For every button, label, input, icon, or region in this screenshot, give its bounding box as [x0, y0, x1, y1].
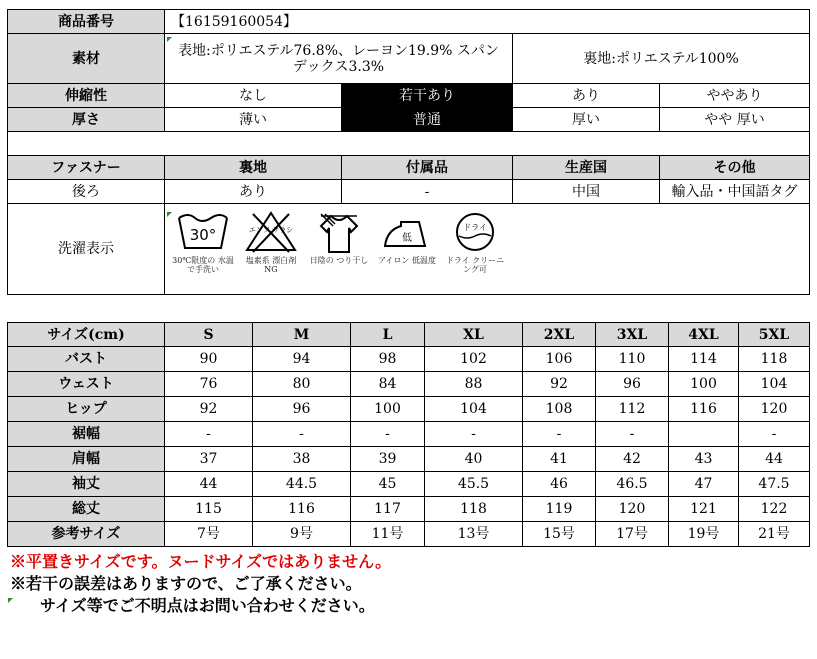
spec-header: 付属品 — [342, 156, 513, 180]
iron-level: 低 — [402, 233, 412, 244]
material-lining: 裏地:ポリエステル100% — [513, 34, 810, 84]
spec-header: ファスナー — [8, 156, 165, 180]
size-cell: 38 — [253, 447, 351, 472]
size-cell: - — [425, 422, 523, 447]
spacer-row — [8, 132, 810, 156]
size-cell: 88 — [425, 372, 523, 397]
care-caption: 日陰の つり干し — [309, 256, 369, 265]
size-cell: 106 — [523, 347, 596, 372]
size-cell: 41 — [523, 447, 596, 472]
size-cell: 39 — [351, 447, 425, 472]
size-row-label: 参考サイズ — [8, 522, 165, 547]
size-row-label: ウェスト — [8, 372, 165, 397]
size-header: 4XL — [669, 323, 739, 347]
size-header: XL — [425, 323, 523, 347]
size-cell: 7号 — [165, 522, 253, 547]
stretch-option: ややあり — [660, 84, 810, 108]
size-cell: 84 — [351, 372, 425, 397]
size-cell: 19号 — [669, 522, 739, 547]
size-cell: 118 — [739, 347, 810, 372]
size-cell: - — [351, 422, 425, 447]
shade-dry-icon — [311, 210, 367, 254]
size-cell: 17号 — [596, 522, 669, 547]
size-cell: 46.5 — [596, 472, 669, 497]
size-cell: - — [253, 422, 351, 447]
corner-mark — [167, 37, 172, 42]
size-cell: 45 — [351, 472, 425, 497]
size-cell: 116 — [253, 497, 351, 522]
size-cell: 44 — [165, 472, 253, 497]
corner-mark — [167, 212, 172, 217]
size-cell: 104 — [425, 397, 523, 422]
size-cell: 100 — [351, 397, 425, 422]
size-row — [8, 497, 810, 522]
size-cell: 76 — [165, 372, 253, 397]
size-header: L — [351, 323, 425, 347]
size-row — [8, 372, 810, 397]
size-header: 5XL — [739, 323, 810, 347]
size-cell: 80 — [253, 372, 351, 397]
size-cell: 92 — [523, 372, 596, 397]
size-header-row — [8, 323, 810, 347]
size-header-label: サイズ(cm) — [8, 323, 165, 347]
thickness-option: やや 厚い — [660, 108, 810, 132]
no-bleach-icon — [243, 210, 299, 254]
size-cell: 46 — [523, 472, 596, 497]
care-item — [171, 210, 235, 274]
thickness-row — [8, 108, 810, 132]
size-cell: 100 — [669, 372, 739, 397]
size-cell: 104 — [739, 372, 810, 397]
size-header: M — [253, 323, 351, 347]
spec-value: 後ろ — [8, 180, 165, 204]
corner-mark — [8, 598, 13, 603]
size-cell: 98 — [351, 347, 425, 372]
thickness-option: 薄い — [165, 108, 342, 132]
washing-icons-cell — [165, 204, 810, 295]
size-cell: 44.5 — [253, 472, 351, 497]
size-cell: 43 — [669, 447, 739, 472]
size-cell: 117 — [351, 497, 425, 522]
size-cell: 121 — [669, 497, 739, 522]
washing-label: 洗濯表示 — [8, 204, 165, 295]
size-cell: 37 — [165, 447, 253, 472]
size-cell: 119 — [523, 497, 596, 522]
size-cell: - — [596, 422, 669, 447]
size-cell: 120 — [596, 497, 669, 522]
size-cell: 115 — [165, 497, 253, 522]
size-cell: - — [165, 422, 253, 447]
spec-header-row — [8, 156, 810, 180]
product-info-table — [7, 9, 810, 295]
spec-value: - — [342, 180, 513, 204]
size-cell: 122 — [739, 497, 810, 522]
care-caption: アイロン 低温度 — [378, 256, 436, 265]
notes — [10, 551, 391, 617]
note-line: ※若干の誤差はありますので、ご了承ください。 — [10, 574, 362, 593]
wash-30-icon — [175, 210, 231, 254]
iron-low-icon — [379, 210, 435, 254]
size-cell: 108 — [523, 397, 596, 422]
stretch-option-selected: 若干あり — [342, 84, 513, 108]
size-row-label: 肩幅 — [8, 447, 165, 472]
size-row — [8, 472, 810, 497]
size-row — [8, 422, 810, 447]
size-cell: 112 — [596, 397, 669, 422]
spec-value: あり — [165, 180, 342, 204]
care-caption: 塩素系 漂白剤 NG — [245, 256, 297, 274]
care-item — [443, 210, 507, 274]
size-cell: 92 — [165, 397, 253, 422]
care-item — [307, 210, 371, 265]
size-cell: 96 — [596, 372, 669, 397]
product-number-label: 商品番号 — [8, 10, 165, 34]
size-row — [8, 347, 810, 372]
note-line: サイズ等でご不明点はお問い合わせください。 — [40, 596, 375, 615]
bleach-text: エンソ サラシ — [248, 226, 294, 234]
size-cell: 114 — [669, 347, 739, 372]
size-row — [8, 447, 810, 472]
material-label: 素材 — [8, 34, 165, 84]
size-header: 2XL — [523, 323, 596, 347]
size-cell: 118 — [425, 497, 523, 522]
spec-value: 輸入品・中国語タグ — [660, 180, 810, 204]
stretch-option: なし — [165, 84, 342, 108]
size-row — [8, 522, 810, 547]
size-cell: 102 — [425, 347, 523, 372]
size-cell: 116 — [669, 397, 739, 422]
size-row — [8, 397, 810, 422]
dry-clean-text: ドライ — [463, 223, 487, 232]
size-cell: 40 — [425, 447, 523, 472]
size-cell — [669, 422, 739, 447]
size-row-label: 総丈 — [8, 497, 165, 522]
wash-temp: 30° — [189, 226, 217, 244]
size-header: 3XL — [596, 323, 669, 347]
size-cell: 15号 — [523, 522, 596, 547]
size-cell: 11号 — [351, 522, 425, 547]
size-cell: 120 — [739, 397, 810, 422]
spec-value-row — [8, 180, 810, 204]
care-caption: ドライ クリーニング可 — [445, 256, 505, 274]
size-row-label: バスト — [8, 347, 165, 372]
thickness-option: 厚い — [513, 108, 660, 132]
stretch-row — [8, 84, 810, 108]
size-cell: 13号 — [425, 522, 523, 547]
spec-header: 生産国 — [513, 156, 660, 180]
material-outer: 表地:ポリエステル76.8%、レーヨン19.9% スパンデックス3.3% — [165, 34, 513, 84]
care-item — [375, 210, 439, 265]
size-cell: 90 — [165, 347, 253, 372]
size-cell: 96 — [253, 397, 351, 422]
spec-header: 裏地 — [165, 156, 342, 180]
size-cell: 21号 — [739, 522, 810, 547]
thickness-option-selected: 普通 — [342, 108, 513, 132]
note-line: ※平置きサイズです。ヌードサイズではありません。 — [10, 552, 392, 571]
size-cell: 9号 — [253, 522, 351, 547]
size-header: S — [165, 323, 253, 347]
size-cell: 44 — [739, 447, 810, 472]
care-caption: 30℃限度の 水温で手洗い — [172, 256, 234, 274]
size-cell: - — [739, 422, 810, 447]
stretch-option: あり — [513, 84, 660, 108]
stretch-label: 伸縮性 — [8, 84, 165, 108]
care-item — [239, 210, 303, 274]
size-cell: 47 — [669, 472, 739, 497]
size-cell: 110 — [596, 347, 669, 372]
size-row-label: 袖丈 — [8, 472, 165, 497]
spec-header: その他 — [660, 156, 810, 180]
size-cell: 42 — [596, 447, 669, 472]
size-row-label: 裾幅 — [8, 422, 165, 447]
size-cell: - — [523, 422, 596, 447]
dry-clean-icon — [447, 210, 503, 254]
size-cell: 94 — [253, 347, 351, 372]
size-table — [7, 322, 810, 547]
size-cell: 47.5 — [739, 472, 810, 497]
size-cell: 45.5 — [425, 472, 523, 497]
size-row-label: ヒップ — [8, 397, 165, 422]
spec-value: 中国 — [513, 180, 660, 204]
thickness-label: 厚さ — [8, 108, 165, 132]
product-number-value: 【16159160054】 — [165, 10, 810, 34]
